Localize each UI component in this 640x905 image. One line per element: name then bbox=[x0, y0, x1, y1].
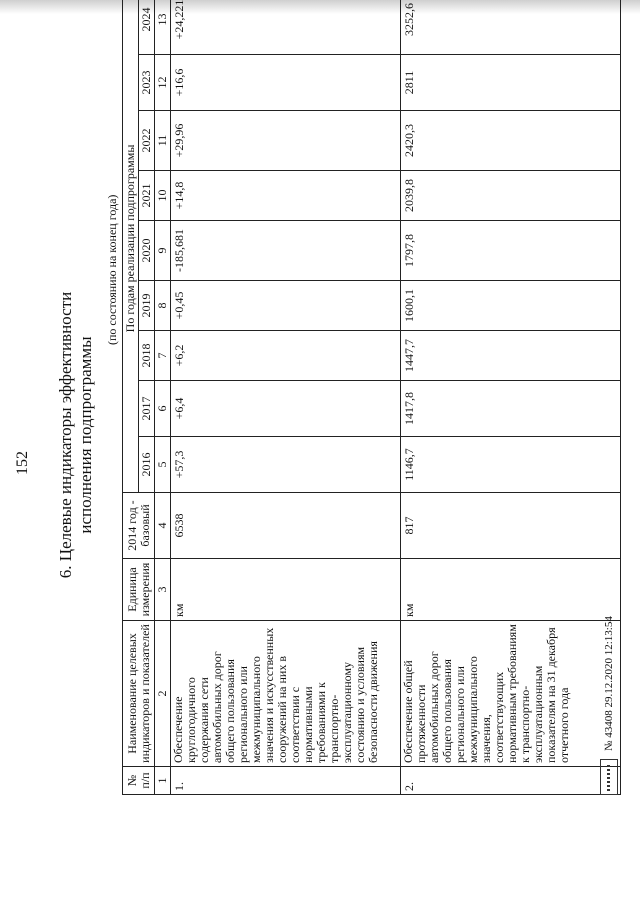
column-number-row bbox=[155, 0, 171, 795]
col-number: 6 bbox=[155, 381, 171, 437]
header-year: 2022 bbox=[139, 111, 155, 171]
header-year: 2017 bbox=[139, 381, 155, 437]
col-number: 8 bbox=[155, 281, 171, 331]
state-note: (по состоянию на конец года) bbox=[105, 194, 119, 345]
header-year: 2023 bbox=[139, 55, 155, 111]
row-value: +14,8 bbox=[171, 171, 401, 221]
header-base: 2014 год - базовый bbox=[123, 493, 155, 559]
table-row bbox=[401, 0, 621, 795]
row-num: 2. bbox=[401, 767, 621, 795]
doc-ref: № 43408 29.12.2020 12:13:54 bbox=[603, 616, 615, 751]
header-name: Наименование целевых индикаторов и показателей bbox=[123, 621, 155, 767]
row-value: +16,6 bbox=[171, 55, 401, 111]
col-number: 10 bbox=[155, 171, 171, 221]
row-name: Обеспечение круглогодичного содержания сети автомобильных дорог общего пользования регионального или межмуниципального значения и искусственных сооружений на них в соответствии с нормативными требованиями к транспортно-эксплуатационному состоянию и условиям безопасности движения bbox=[171, 621, 401, 767]
section-title bbox=[56, 135, 96, 735]
row-value: +6,4 bbox=[171, 381, 401, 437]
header-year: 2018 bbox=[139, 331, 155, 381]
row-base: 817 bbox=[401, 493, 621, 559]
footer-stamp bbox=[600, 616, 618, 795]
col-number: 9 bbox=[155, 221, 171, 281]
col-number: 5 bbox=[155, 437, 171, 493]
row-unit: км bbox=[171, 559, 401, 621]
col-number: 7 bbox=[155, 331, 171, 381]
row-value: 1417,8 bbox=[401, 381, 621, 437]
header-unit: Единица измерения bbox=[123, 559, 155, 621]
header-year: 2020 bbox=[139, 221, 155, 281]
row-name: Обеспечение общей протяженности автомобильных дорог общего пользования регионального или межмуниципального значения, соответствующих нормативным требованиям к транспортно-эксплуатационным показателям на 31 декабря отчетного года bbox=[401, 621, 621, 767]
col-number: 3 bbox=[155, 559, 171, 621]
header-year: 2024 bbox=[139, 0, 155, 55]
row-value: 2420,3 bbox=[401, 111, 621, 171]
page-number: 152 bbox=[14, 451, 31, 475]
header-num: № п/п bbox=[123, 767, 155, 795]
col-number: 2 bbox=[155, 621, 171, 767]
col-number: 12 bbox=[155, 55, 171, 111]
table-row bbox=[171, 0, 401, 795]
header-by-years: По годам реализации подпрограммы bbox=[123, 0, 139, 493]
row-num: 1. bbox=[171, 767, 401, 795]
col-number: 13 bbox=[155, 0, 171, 55]
col-number: 1 bbox=[155, 767, 171, 795]
row-value: +6,2 bbox=[171, 331, 401, 381]
row-unit: км bbox=[401, 559, 621, 621]
row-value: +0,45 bbox=[171, 281, 401, 331]
section-title-line1: 6. Целевые индикаторы эффективности bbox=[56, 291, 75, 579]
row-value: 1146,7 bbox=[401, 437, 621, 493]
row-value: 2811 bbox=[401, 55, 621, 111]
row-value: +24,221 bbox=[171, 0, 401, 55]
row-base: 6538 bbox=[171, 493, 401, 559]
col-number: 11 bbox=[155, 111, 171, 171]
row-value: 1797,8 bbox=[401, 221, 621, 281]
row-value: -185,681 bbox=[171, 221, 401, 281]
header-row-1 bbox=[123, 0, 139, 795]
barcode-stamp bbox=[600, 759, 618, 795]
row-value: +29,96 bbox=[171, 111, 401, 171]
header-year: 2016 bbox=[139, 437, 155, 493]
row-value: +57,3 bbox=[171, 437, 401, 493]
indicators-table bbox=[122, 0, 621, 795]
header-year: 2019 bbox=[139, 281, 155, 331]
header-year: 2021 bbox=[139, 171, 155, 221]
row-value: 3252,6 bbox=[401, 0, 621, 55]
col-number: 4 bbox=[155, 493, 171, 559]
section-title-line2: исполнения подпрограммы bbox=[76, 336, 95, 534]
row-value: 2039,8 bbox=[401, 171, 621, 221]
row-value: 1600,1 bbox=[401, 281, 621, 331]
row-value: 1447,7 bbox=[401, 331, 621, 381]
